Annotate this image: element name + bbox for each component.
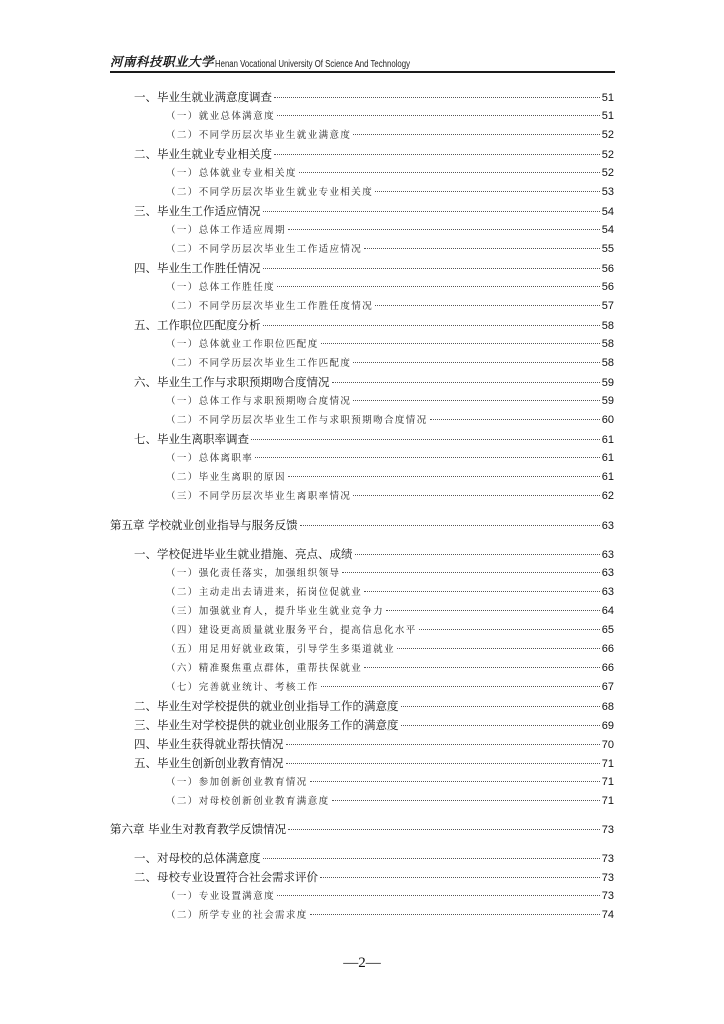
toc-entry[interactable]: （一）总体工作胜任度 56 <box>166 281 614 293</box>
toc-entry[interactable]: （一）强化责任落实，加强组织领导 63 <box>166 567 614 579</box>
toc-entry[interactable]: （一）总体就业工作职位匹配度 58 <box>166 338 614 350</box>
toc-entry[interactable]: （二）对母校创新创业教育满意度 71 <box>166 795 614 807</box>
toc-entry[interactable]: 二、毕业生对学校提供的就业创业指导工作的满意度 68 <box>134 699 614 713</box>
toc-entry[interactable]: 一、学校促进毕业生就业措施、亮点、成绩 63 <box>134 547 614 561</box>
university-english-name: Henan Vocational University Of Science And Technology <box>215 59 410 70</box>
toc-entry[interactable]: （二）所学专业的社会需求度 74 <box>166 909 614 921</box>
toc-entry[interactable]: （二）不同学历层次毕业生工作匹配度 58 <box>166 357 614 369</box>
toc-entry[interactable]: （二）主动走出去请进来，拓岗位促就业 63 <box>166 586 614 598</box>
toc-entry[interactable]: （五）用足用好就业政策，引导学生多渠道就业 66 <box>166 643 614 655</box>
toc-entry[interactable]: （一）总体就业专业相关度 52 <box>166 167 614 179</box>
toc-entry[interactable]: 二、毕业生就业专业相关度 52 <box>134 147 614 161</box>
toc-entry[interactable]: （三）不同学历层次毕业生离职率情况 62 <box>166 490 614 502</box>
toc-entry[interactable]: （一）就业总体满意度 51 <box>166 110 614 122</box>
toc-entry[interactable]: （一）总体离职率 61 <box>166 452 614 464</box>
toc-entry[interactable]: 三、毕业生工作适应情况 54 <box>134 204 614 218</box>
toc-entry[interactable]: （七）完善就业统计、考核工作 67 <box>166 681 614 693</box>
toc-chapter[interactable]: 第五章 学校就业创业指导与服务反馈 63 <box>110 518 614 532</box>
toc-entry[interactable]: （二）不同学历层次毕业生工作与求职预期吻合度情况 60 <box>166 414 614 426</box>
toc-entry[interactable]: 二、母校专业设置符合社会需求评价 73 <box>134 870 614 884</box>
toc-entry[interactable]: （二）不同学历层次毕业生就业满意度 52 <box>166 129 614 141</box>
toc-entry[interactable]: （二）不同学历层次毕业生工作适应情况 55 <box>166 243 614 255</box>
toc-entry[interactable]: （二）毕业生离职的原因 61 <box>166 471 614 483</box>
toc-entry[interactable]: （四）建设更高质量就业服务平台，提高信息化水平 65 <box>166 624 614 636</box>
toc-entry[interactable]: 三、毕业生对学校提供的就业创业服务工作的满意度 69 <box>134 718 614 732</box>
toc-chapter[interactable]: 第六章 毕业生对教育教学反馈情况 73 <box>110 822 614 836</box>
toc-entry[interactable]: （一）参加创新创业教育情况 71 <box>166 776 614 788</box>
toc-entry[interactable]: （一）总体工作适应周期 54 <box>166 224 614 236</box>
toc-entry[interactable]: 五、毕业生创新创业教育情况 71 <box>134 756 614 770</box>
toc-entry[interactable]: 四、毕业生工作胜任情况 56 <box>134 261 614 275</box>
toc-entry[interactable]: （三）加强就业育人，提升毕业生就业竞争力 64 <box>166 605 614 617</box>
university-logo-text: 河南科技职业大学 <box>110 54 215 69</box>
toc-entry[interactable]: （一）专业设置满意度 73 <box>166 890 614 902</box>
toc-entry[interactable]: 四、毕业生获得就业帮扶情况 70 <box>134 737 614 751</box>
toc-entry[interactable]: 一、毕业生就业满意度调查 51 <box>134 90 614 104</box>
toc-entry[interactable]: （六）精准聚焦重点群体，重帮扶保就业 66 <box>166 662 614 674</box>
toc-entry[interactable]: （二）不同学历层次毕业生就业专业相关度 53 <box>166 186 614 198</box>
toc-entry[interactable]: 六、毕业生工作与求职预期吻合度情况 59 <box>134 375 614 389</box>
toc-entry[interactable]: 五、工作职位匹配度分析 58 <box>134 318 614 332</box>
toc-entry[interactable]: （二）不同学历层次毕业生工作胜任度情况 57 <box>166 300 614 312</box>
toc-entry[interactable]: （一）总体工作与求职预期吻合度情况 59 <box>166 395 614 407</box>
toc-entry[interactable]: 一、对母校的总体满意度 73 <box>134 851 614 865</box>
toc-entry[interactable]: 七、毕业生离职率调查 61 <box>134 432 614 446</box>
page-number: —2— <box>343 955 381 971</box>
